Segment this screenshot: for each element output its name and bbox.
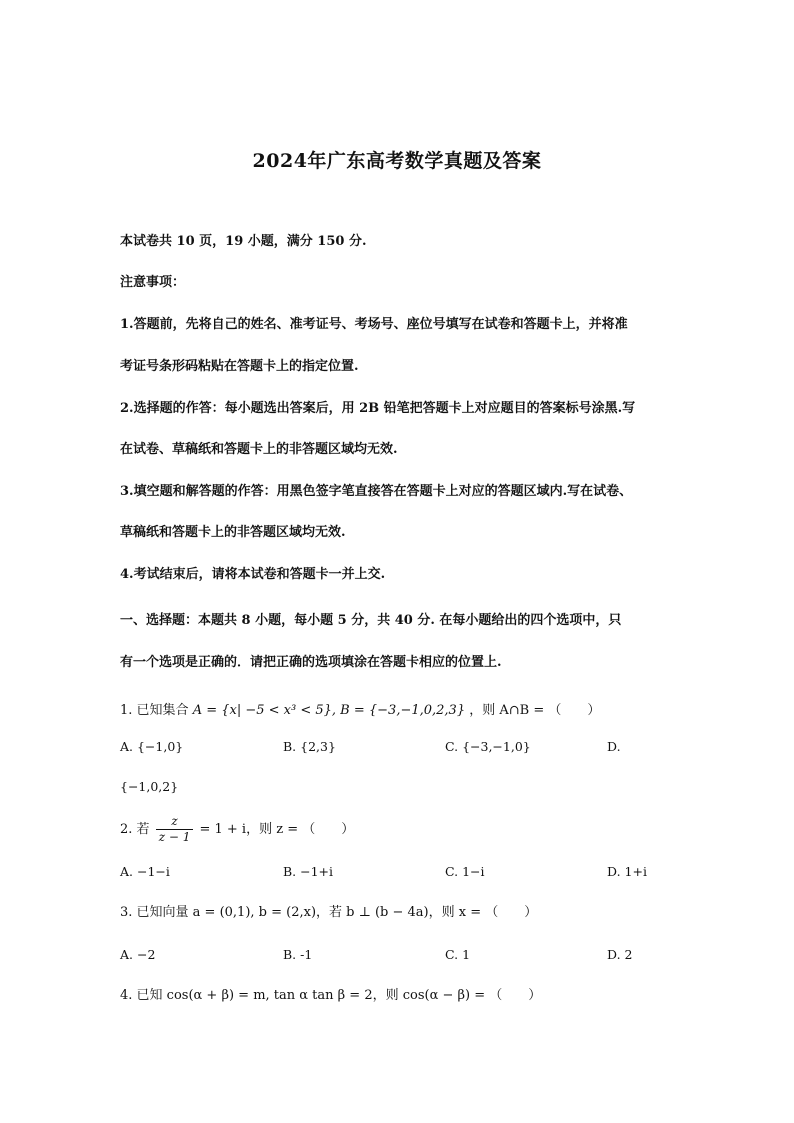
note-2-line-1: 2.选择题的作答：每小题选出答案后，用 2B 铅笔把答题卡上对应题目的答案标号涂黑.写 [120,401,636,416]
note-1-line-1: 1.答题前，先将自己的姓名、准考证号、考场号、座位号填写在试卷和答题卡上，并将准 [120,317,628,332]
question-2-option-d: D. 1+i [607,864,647,879]
question-3-stem: 3. 已知向量 a = (0,1), b = (2,x)，若 b ⊥ (b − 4a)，则 x = （ ） [120,905,538,920]
question-2-fraction-numerator: z [156,814,194,830]
document-title: 2024年广东高考数学真题及答案 [252,150,542,172]
note-1-line-2: 考证号条形码粘贴在答题卡上的指定位置. [120,359,359,374]
question-1-stem [120,702,680,720]
question-3-option-b: B. -1 [283,947,313,962]
section-1-line-2: 有一个选项是正确的．请把正确的选项填涂在答题卡相应的位置上. [120,655,502,670]
note-4: 4.考试结束后，请将本试卷和答题卡一并上交. [120,567,386,582]
question-1-sets: A = {x| −5 < x³ < 5}, B = {−3,−1,0,2,3} [192,703,466,718]
section-1-line-1: 一、选择题：本题共 8 小题，每小题 5 分，共 40 分. 在每小题给出的四个选项中，只 [120,613,622,628]
question-2-option-a: A. −1−i [120,864,170,879]
question-3-option-d: D. 2 [607,947,633,962]
question-1-option-d-label: D. [607,739,621,754]
question-2-option-c: C. 1−i [445,864,485,879]
question-1-prefix: 1. 已知集合 [120,703,189,718]
question-1-option-d-value: {−1,0,2} [120,779,179,794]
notes-heading: 注意事项： [120,275,186,290]
question-1-option-b: B. {2,3} [283,739,336,754]
question-2-prefix: 2. 若 [120,822,150,837]
question-1-option-a: A. {−1,0} [120,739,184,754]
intro-text: 本试卷共 10 页，19 小题，满分 150 分. [120,234,367,249]
question-4-stem: 4. 已知 cos(α + β) = m, tan α tan β = 2，则 cos(α − β) = （ ） [120,988,542,1003]
note-3-line-2: 草稿纸和答题卡上的非答题区域均无效. [120,525,346,540]
question-2-option-b: B. −1+i [283,864,334,879]
question-2-stem [120,814,680,846]
question-1-suffix: ，则 A∩B = （ ） [469,703,601,718]
note-2-line-2: 在试卷、草稿纸和答题卡上的非答题区域均无效. [120,442,398,457]
question-3-option-c: C. 1 [445,947,471,962]
question-2-fraction-denominator: z − 1 [158,830,191,844]
question-2-fraction [156,814,194,845]
question-3-option-a: A. −2 [120,947,156,962]
question-2-rest: = 1 + i，则 z = （ ） [199,822,355,837]
question-1-option-c: C. {−3,−1,0} [445,739,531,754]
note-3-line-1: 3.填空题和解答题的作答：用黑色签字笔直接答在答题卡上对应的答题区域内.写在试卷、 [120,484,633,499]
